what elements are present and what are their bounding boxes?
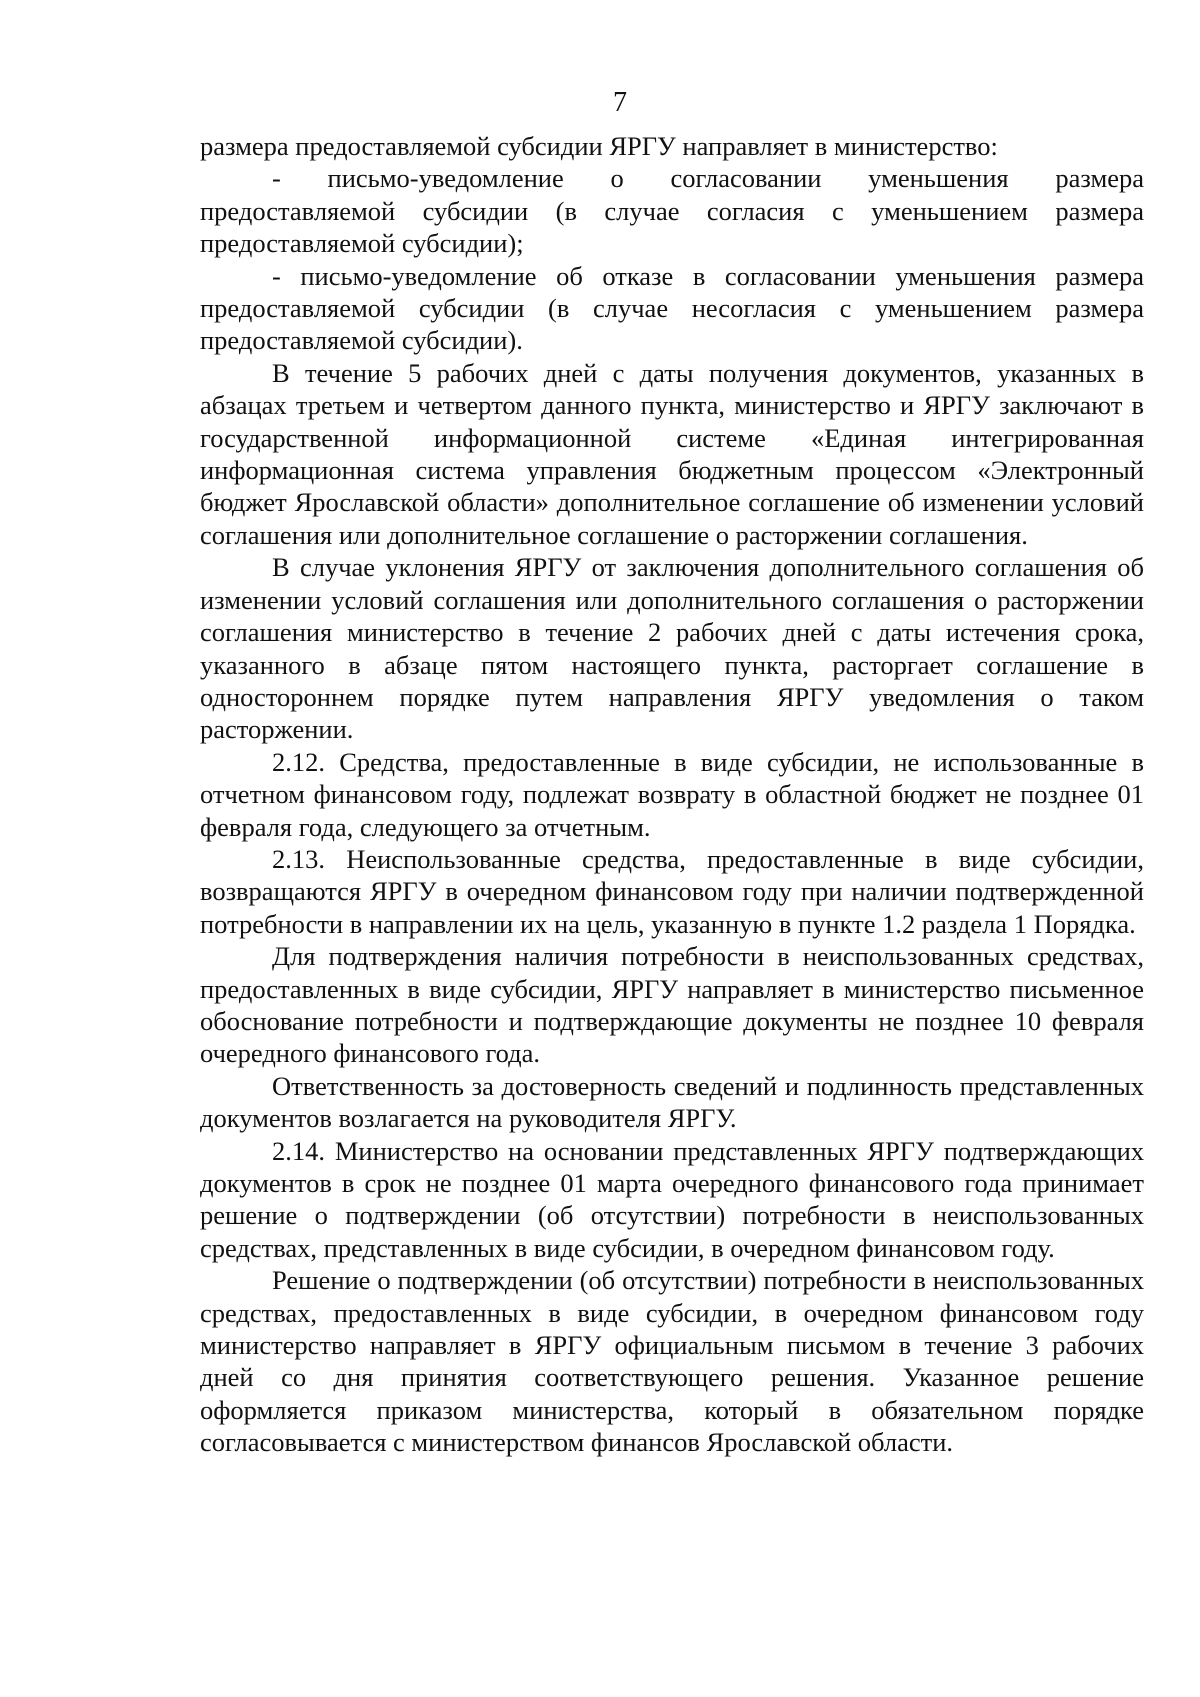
paragraph: В случае уклонения ЯРГУ от заключения дополнительного соглашения об изменении условий соглашения или дополнительного соглашения о расторжении соглашения министерство в течение 2 рабочих дней с даты истечения срока, указанного в абзаце пятом настоящего пункта, расторгает соглашение в одностороннем порядке путем направления ЯРГУ уведомления о таком расторжении. [200, 552, 1144, 745]
paragraph-list-item: - письмо-уведомление о согласовании уменьшения размера предоставляемой субсидии (в случае согласия с уменьшением размера предоставляемой субсидии); [200, 163, 1144, 259]
paragraph-clause-2-13: 2.13. Неиспользованные средства, предоставленные в виде субсидии, возвращаются ЯРГУ в очередном финансовом году при наличии подтвержденной потребности в направлении их на цель, указанную в пункте 1.2 раздела 1 Порядка. [200, 843, 1144, 939]
document-body [200, 130, 1144, 1459]
paragraph: Ответственность за достоверность сведений и подлинность представленных документов возлагается на руководителя ЯРГУ. [200, 1070, 1144, 1134]
paragraph-list-item: - письмо-уведомление об отказе в согласовании уменьшения размера предоставляемой субсидии (в случае несогласия с уменьшением размера предоставляемой субсидии). [200, 260, 1144, 356]
paragraph-clause-2-14: 2.14. Министерство на основании представленных ЯРГУ подтверждающих документов в срок не позднее 01 марта очередного финансового года принимает решение о подтверждении (об отсутствии) потребности в неиспользованных средствах, представленных в виде субсидии, в очередном финансовом году. [200, 1135, 1144, 1263]
page-number: 7 [613, 87, 627, 118]
paragraph-clause-2-12: 2.12. Средства, предоставленные в виде субсидии, не использованные в отчетном финансовом году, подлежат возврату в областной бюджет не позднее 01 февраля года, следующего за отчетным. [200, 746, 1144, 842]
paragraph: Решение о подтверждении (об отсутствии) потребности в неиспользованных средствах, предоставленных в виде субсидии, в очередном финансовом году министерство направляет в ЯРГУ официальным письмом в течение 3 рабочих дней со дня принятия соответствующего решения. Указанное решение оформляется приказом министерства, который в обязательном порядке согласовывается с министерством финансов Ярославской области. [200, 1265, 1144, 1458]
paragraph: В течение 5 рабочих дней с даты получения документов, указанных в абзацах третьем и четвертом данного пункта, министерство и ЯРГУ заключают в государственной информационной системе «Единая интегрированная информационная система управления бюджетным процессом «Электронный бюджет Ярославской области» дополнительное соглашение об изменении условий соглашения или дополнительное соглашение о расторжении соглашения. [200, 357, 1144, 550]
paragraph: Для подтверждения наличия потребности в неиспользованных средствах, предоставленных в виде субсидии, ЯРГУ направляет в министерство письменное обоснование потребности и подтверждающие документы не позднее 10 февраля очередного финансового года. [200, 941, 1144, 1069]
paragraph-continuation: размера предоставляемой субсидии ЯРГУ направляет в министерство: [200, 131, 998, 161]
